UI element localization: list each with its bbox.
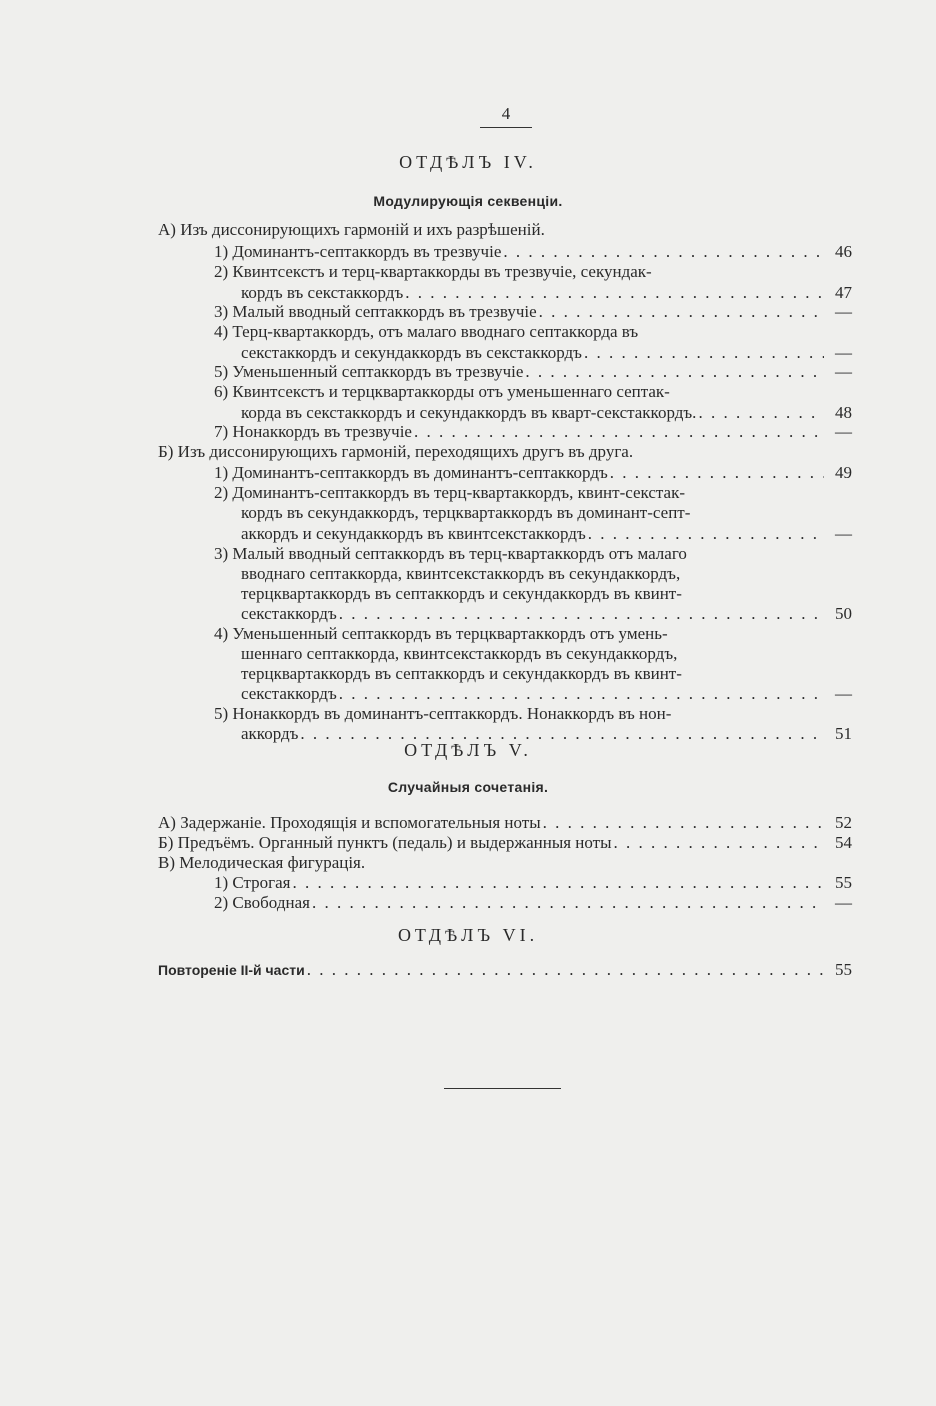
toc-page-number: 50 xyxy=(835,604,852,623)
toc-entry xyxy=(241,684,852,704)
leader-dots xyxy=(588,524,824,544)
leader-dots xyxy=(503,242,824,262)
toc-entry-text: 1) Строгая xyxy=(214,873,291,892)
toc-entry-text: 6) Квинтсекстъ и терцквартаккорды отъ уменьшеннаго септак- xyxy=(214,382,670,401)
section-v-subheading: Случайныя сочетанія. xyxy=(387,779,549,795)
toc-page-number: 55 xyxy=(835,960,852,979)
toc-entry xyxy=(241,644,677,664)
toc-entry xyxy=(158,960,852,980)
toc-entry-text: А) Задержаніе. Проходящія и вспомогательныя ноты xyxy=(158,813,541,832)
toc-entry-text: секстаккордъ и секундаккордъ въ секстаккордъ xyxy=(241,343,582,362)
toc-entry-text: кордъ въ секстаккордъ xyxy=(241,283,404,302)
toc-page-number: — xyxy=(835,422,852,441)
toc-entry-text: 2) Свободная xyxy=(214,893,310,912)
toc-entry xyxy=(214,302,852,322)
toc-entry xyxy=(214,873,852,893)
leader-dots xyxy=(405,283,824,303)
toc-entry-text: 4) Терц-квартаккордъ, отъ малаго вводнаго септаккорда въ xyxy=(214,322,639,341)
toc-entry xyxy=(158,220,545,240)
leader-dots xyxy=(293,873,825,893)
toc-page-number: — xyxy=(835,343,852,362)
toc-entry-text: 3) Малый вводный септаккордъ въ терц-квартаккордъ отъ малаго xyxy=(214,544,687,563)
toc-entry xyxy=(158,833,852,853)
toc-entry xyxy=(158,442,633,462)
toc-page-number: — xyxy=(835,893,852,912)
toc-page-number: 52 xyxy=(835,813,852,832)
toc-page-number: 46 xyxy=(835,242,852,261)
toc-entry-text: 5) Нонаккордъ въ доминантъ-септаккордъ. Нонаккордъ въ нон- xyxy=(214,704,672,723)
toc-entry-text: 7) Нонаккордъ въ трезвучіе xyxy=(214,422,412,441)
toc-entry-text: 4) Уменьшенный септаккордъ въ терцквартаккордъ отъ умень- xyxy=(214,624,668,643)
toc-entry-text: терцквартаккордъ въ септаккордъ и секундаккордъ въ квинт- xyxy=(241,664,682,683)
toc-entry-text: 2) Доминантъ-септаккордъ въ терц-квартаккордъ, квинт-секстак- xyxy=(214,483,686,502)
toc-page-number: 49 xyxy=(835,463,852,482)
toc-entry-text: аккордъ xyxy=(241,724,299,743)
toc-entry xyxy=(214,463,852,483)
toc-entry xyxy=(214,624,668,644)
toc-entry xyxy=(241,564,680,584)
toc-entry-text: шеннаго септаккорда, квинтсекстаккордъ въ секундаккордъ, xyxy=(241,644,678,663)
page-number: 4 xyxy=(480,104,532,128)
toc-page-number: 51 xyxy=(835,724,852,743)
toc-entry-text: 1) Доминантъ-септаккордъ въ доминантъ-септаккордъ xyxy=(214,463,608,482)
toc-page-number: 54 xyxy=(835,833,852,852)
toc-entry xyxy=(214,322,638,342)
toc-entry-text: 2) Квинтсекстъ и терц-квартаккорды въ трезвучіе, секундак- xyxy=(214,262,652,281)
toc-entry xyxy=(214,382,670,402)
toc-entry xyxy=(214,483,685,503)
toc-page-number: — xyxy=(835,684,852,703)
toc-entry-text: А) Изъ диссонирующихъ гармоній и ихъ разрѣшеній. xyxy=(158,220,545,239)
toc-entry-text: кордъ въ секундаккордъ, терцквартаккордъ въ доминант-септ- xyxy=(241,503,691,522)
toc-entry-text: 3) Малый вводный септаккордъ въ трезвучіе xyxy=(214,302,537,321)
toc-entry-text: корда въ секстаккордъ и секундаккордъ въ кварт-секстаккордъ. xyxy=(241,403,697,422)
toc-entry xyxy=(214,422,852,442)
leader-dots xyxy=(614,833,824,853)
toc-entry xyxy=(241,403,852,423)
toc-page-number: — xyxy=(835,524,852,543)
leader-dots xyxy=(307,960,824,980)
leader-dots xyxy=(339,684,824,704)
toc-page-number: — xyxy=(835,302,852,321)
leader-dots xyxy=(312,893,824,913)
leader-dots xyxy=(539,302,824,322)
toc-entry-text: секстаккордъ xyxy=(241,684,337,703)
leader-dots xyxy=(698,403,824,423)
section-v-heading: ОТДѢЛЪ V. xyxy=(404,740,532,760)
toc-page-number: 55 xyxy=(835,873,852,892)
leader-dots xyxy=(610,463,824,483)
toc-entry-text: Б) Изъ диссонирующихъ гармоній, переходящихъ другъ въ друга. xyxy=(158,442,634,461)
toc-entry-text: аккордъ и секундаккордъ въ квинтсекстаккордъ xyxy=(241,524,586,543)
section-vi-heading: ОТДѢЛЪ VI. xyxy=(397,925,539,945)
leader-dots xyxy=(543,813,824,833)
toc-entry xyxy=(158,853,365,873)
toc-entry xyxy=(241,524,852,544)
toc-entry xyxy=(214,544,687,564)
toc-entry-text: Б) Предъёмъ. Органный пунктъ (педаль) и выдержанныя ноты xyxy=(158,833,612,852)
toc-page-number: 48 xyxy=(835,403,852,422)
leader-dots xyxy=(525,362,824,382)
toc-entry xyxy=(241,584,682,604)
toc-entry xyxy=(214,262,652,282)
toc-entry xyxy=(214,704,671,724)
end-rule xyxy=(444,1088,561,1089)
toc-entry xyxy=(214,362,852,382)
toc-entry xyxy=(241,503,690,523)
toc-entry xyxy=(214,242,852,262)
leader-dots xyxy=(339,604,824,624)
toc-entry xyxy=(214,893,852,913)
toc-entry xyxy=(158,813,852,833)
toc-entry-text: 1) Доминантъ-септаккордъ въ трезвучіе xyxy=(214,242,502,261)
toc-entry xyxy=(241,283,852,303)
toc-entry-text: секстаккордъ xyxy=(241,604,337,623)
toc-entry xyxy=(241,343,852,363)
toc-entry xyxy=(241,664,682,684)
section-iv-heading: ОТДѢЛЪ IV. xyxy=(399,152,537,172)
toc-page-number: 47 xyxy=(835,283,852,302)
toc-page-number: — xyxy=(835,362,852,381)
toc-entry-text: В) Мелодическая фигурація. xyxy=(158,853,366,872)
toc-entry-text: терцквартаккордъ въ септаккордъ и секундаккордъ въ квинт- xyxy=(241,584,682,603)
leader-dots xyxy=(414,422,824,442)
toc-entry-text: Повтореніе II-й части xyxy=(158,962,305,978)
leader-dots xyxy=(584,343,824,363)
toc-entry xyxy=(241,604,852,624)
section-iv-subheading: Модулирующія секвенціи. xyxy=(373,193,563,209)
toc-entry-text: 5) Уменьшенный септаккордъ въ трезвучіе xyxy=(214,362,524,381)
toc-entry-text: вводнаго септаккорда, квинтсекстаккордъ въ секундаккордъ, xyxy=(241,564,681,583)
